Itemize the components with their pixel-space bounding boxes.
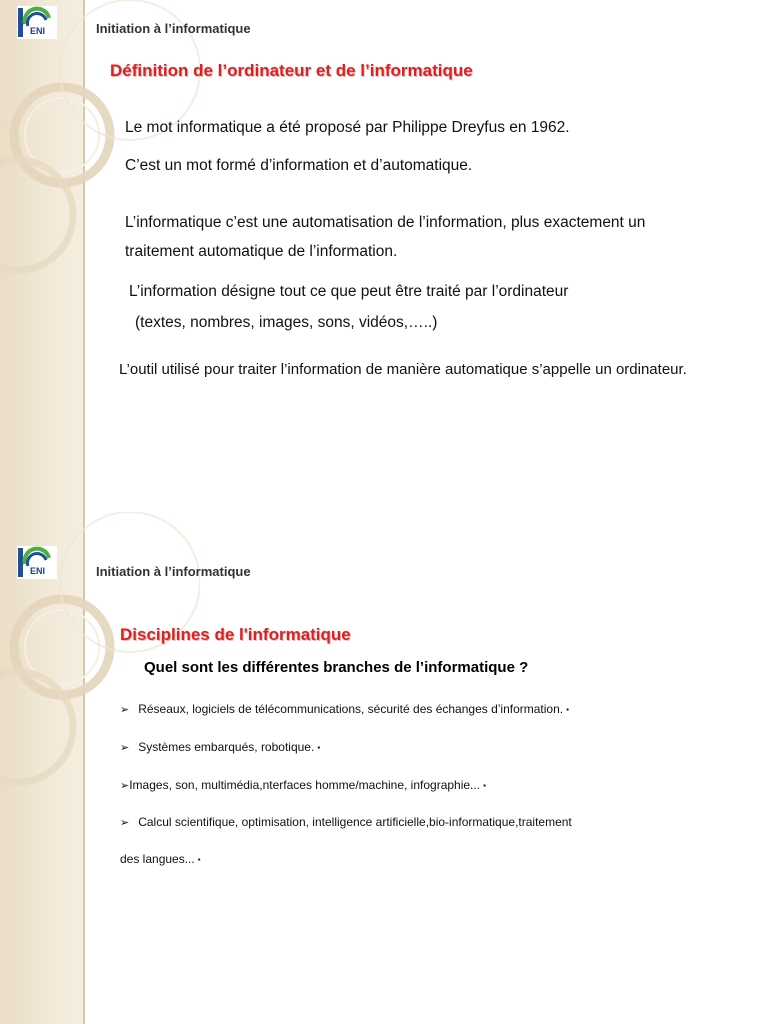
header-title: Initiation à l’informatique: [96, 564, 251, 579]
eni-logo-icon: [17, 6, 57, 39]
decorative-circles-icon: [0, 512, 200, 1024]
list-item: [120, 740, 320, 754]
paragraph-4-line-2: (textes, nombres, images, sons, vidéos,…..): [135, 314, 438, 331]
paragraph-5: L’outil utilisé pour traiter l’information de manière automatique s’appelle un ordinateur.: [119, 361, 687, 378]
list-item: [120, 815, 572, 829]
arrow-bullet-icon: ➢: [120, 704, 130, 716]
list-item-continuation: [120, 852, 201, 866]
list-item: [120, 778, 486, 792]
square-dot-icon: ▪: [317, 743, 321, 753]
header-title: Initiation à l’informatique: [96, 21, 251, 36]
list-item-text: des langues...: [120, 852, 195, 866]
paragraph-3-line-1: L’informatique c’est une automatisation de l’information, plus exactement un: [125, 214, 646, 231]
list-item-text: Réseaux, logiciels de télécommunications, sécurité des échanges d’information.: [138, 702, 564, 716]
slide-title: Définition de l’ordinateur et de l’informatique: [110, 61, 473, 80]
list-item-text: Images, son, multimédia,nterfaces homme/machine, infographie...: [129, 778, 481, 792]
paragraph-2: C’est un mot formé d’information et d’automatique.: [125, 157, 473, 174]
list-item-text: Systèmes embarqués, robotique.: [138, 740, 315, 754]
slide-title: Disciplines de l'informatique: [120, 625, 351, 644]
paragraph-1: Le mot informatique a été proposé par Philippe Dreyfus en 1962.: [125, 119, 570, 136]
list-item: [120, 702, 569, 716]
arrow-bullet-icon: ➢: [120, 780, 130, 792]
square-dot-icon: ▪: [566, 705, 569, 715]
paragraph-3-line-2: traitement automatique de l’information.: [125, 243, 398, 260]
arrow-bullet-icon: ➢: [120, 742, 130, 754]
square-dot-icon: ▪: [483, 781, 486, 791]
paragraph-4-line-1: L’information désigne tout ce que peut être traité par l’ordinateur: [129, 283, 569, 300]
list-item-text: Calcul scientifique, optimisation, intelligence artificielle,bio-informatique,traitement: [138, 815, 572, 829]
svg-text:ENI: ENI: [30, 26, 46, 36]
square-dot-icon: ▪: [197, 855, 201, 865]
arrow-bullet-icon: ➢: [120, 817, 130, 829]
question-heading: Quel sont les différentes branches de l’informatique ?: [144, 659, 529, 676]
slide-disciplines: [0, 512, 768, 1024]
eni-logo-icon: [17, 546, 57, 579]
svg-text:ENI: ENI: [30, 566, 46, 576]
